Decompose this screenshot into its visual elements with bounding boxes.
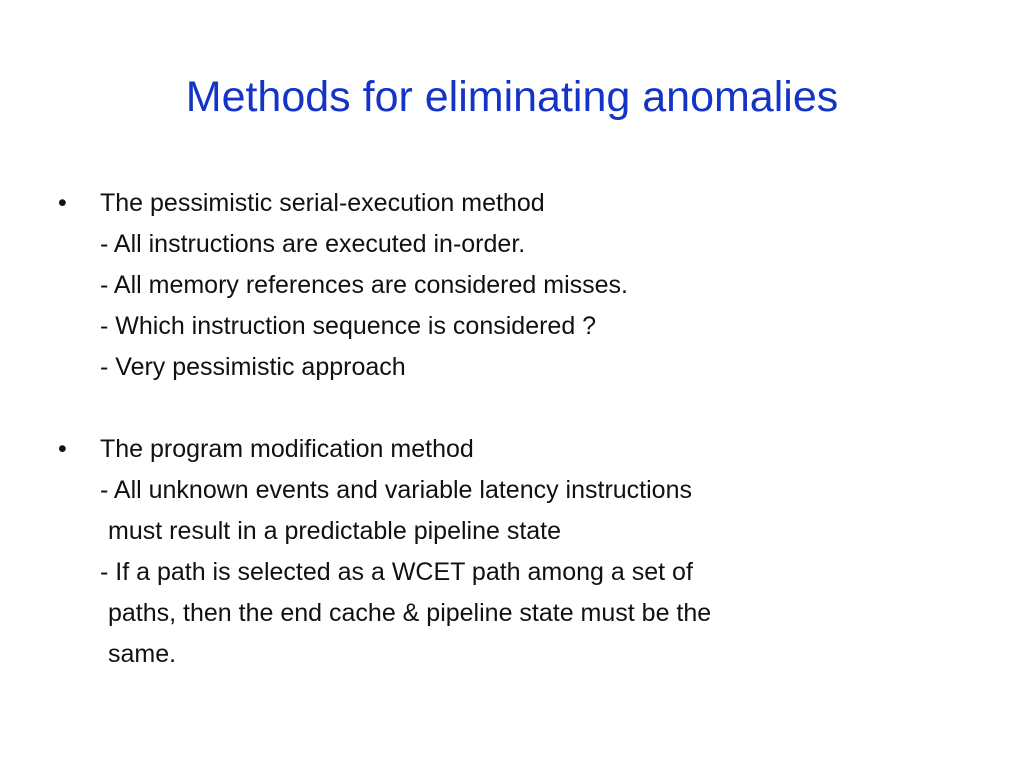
section-1-line-2: - All memory references are considered misses. xyxy=(100,271,628,299)
bullet-1: • xyxy=(58,189,67,217)
section-2-line-4: paths, then the end cache & pipeline state must be the xyxy=(108,599,712,627)
bullet-2: • xyxy=(58,435,67,463)
section-2-line-2: must result in a predictable pipeline state xyxy=(108,517,562,545)
section-2-line-1: - All unknown events and variable latency instructions xyxy=(100,476,692,504)
section-1-line-3: - Which instruction sequence is considered ? xyxy=(100,312,597,340)
section-1-line-1: - All instructions are executed in-order. xyxy=(100,230,526,258)
section-2-line-5: same. xyxy=(108,640,177,668)
section-2-line-3: - If a path is selected as a WCET path among a set of xyxy=(100,558,693,586)
slide-title: Methods for eliminating anomalies xyxy=(185,73,839,121)
section-2-heading: The program modification method xyxy=(100,435,474,463)
section-1-heading: The pessimistic serial-execution method xyxy=(100,189,545,217)
section-1-line-4: - Very pessimistic approach xyxy=(100,353,406,381)
